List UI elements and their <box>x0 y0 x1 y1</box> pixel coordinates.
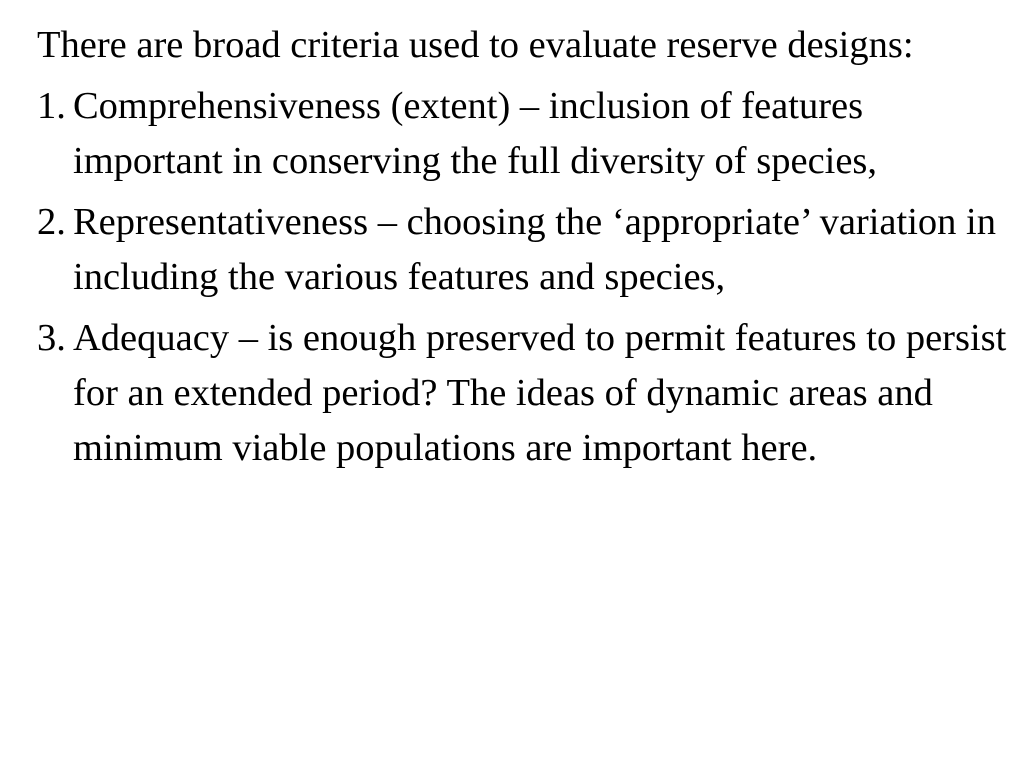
intro-text: There are broad criteria used to evaluate reserve designs: <box>37 24 914 66</box>
list-item-1 <box>37 79 1022 189</box>
list-item-2 <box>37 195 1022 305</box>
list-item-text: Representativeness – choosing the ‘appropriate’ variation in including the various features and species, <box>73 201 996 298</box>
list-item-text: Adequacy – is enough preserved to permit features to persist for an extended period? The ideas of dynamic areas and minimum viable populations are important here. <box>73 317 1007 469</box>
list-item-number: 2. <box>37 201 66 243</box>
slide-body <box>37 18 1022 482</box>
list-item-3 <box>37 311 1022 476</box>
list-item-number: 1. <box>37 85 66 127</box>
list-item-number: 3. <box>37 317 66 359</box>
list-item-text: Comprehensiveness (extent) – inclusion of features important in conserving the full diversity of species, <box>73 85 878 182</box>
